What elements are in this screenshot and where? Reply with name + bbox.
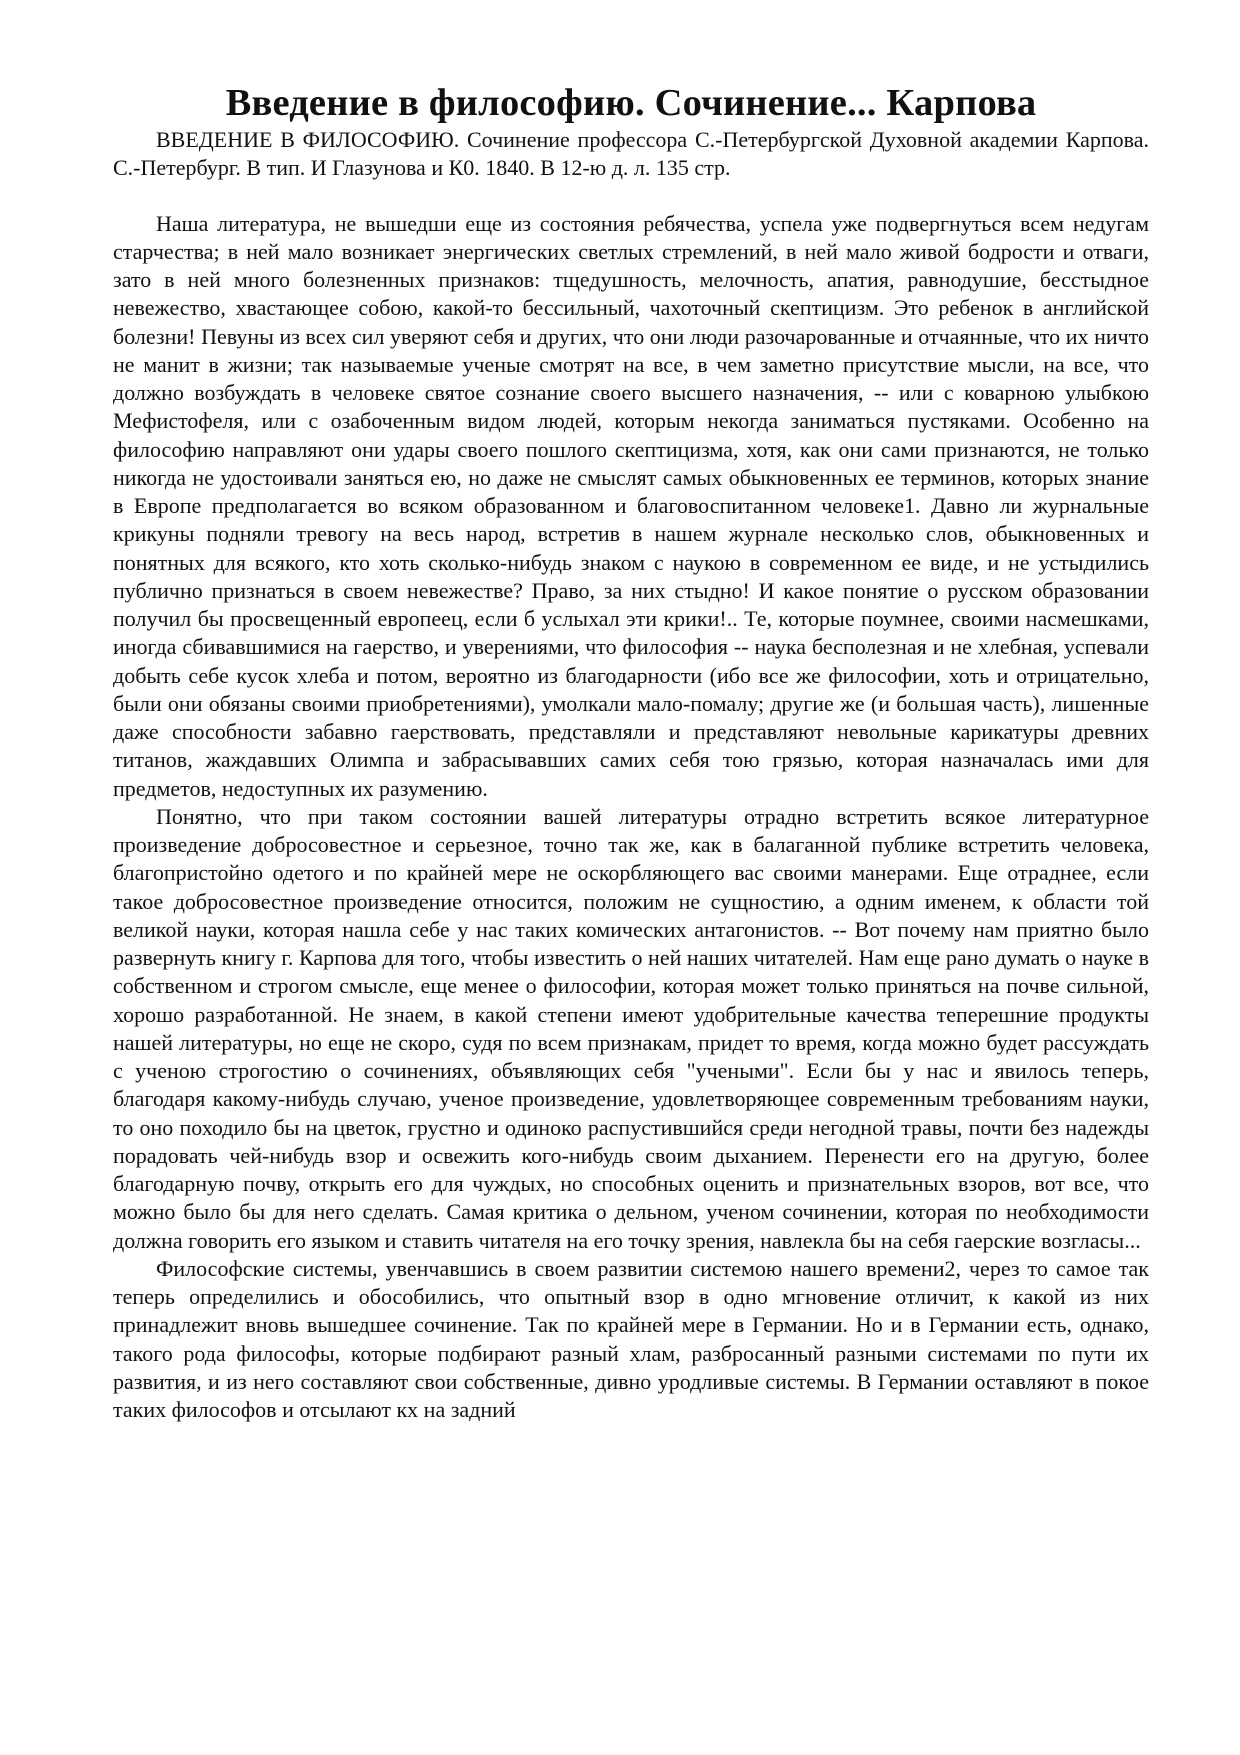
document-title: Введение в философию. Сочинение... Карпова xyxy=(225,82,1037,124)
article-body xyxy=(113,210,1149,1425)
bibliographic-imprint: ВВЕДЕНИЕ В ФИЛОСОФИЮ. Сочинение профессора С.-Петербургской Духовной академии Карпова. С.-Петербург. В тип. И Глазунова и К0. 1840. В 12-ю д. л. 135 стр. xyxy=(113,127,1149,181)
paragraph: Философские системы, увенчавшись в своем развитии системою нашего времени2, через то самое так теперь определились и обособились, что опытный взор в одно мгновение отличит, к какой из них принадлежит вновь вышедшее сочинение. Так по крайней мере в Германии. Но и в Германии есть, однако, такого рода философы, которые подбирают разный хлам, разбросанный разными системами по пути их развития, и из него составляют свои собственные, дивно уродливые системы. В Германии оставляют в покое таких философов и отсылают кх на задний xyxy=(113,1255,1149,1422)
document-page xyxy=(113,0,1149,1424)
paragraph: Понятно, что при таком состоянии вашей литературы отрадно встретить всякое литературное произведение добросовестное и серьезное, точно так же, как в балаганной публике встретить человека, благопристойно одетого и по крайней мере не оскорбляющего вас своими манерами. Еще отраднее, если такое добросовестное произведение относится, положим не сущностию, а одним именем, к области той великой науки, которая нашла себе у нас таких комических антагонистов. -- Вот почему нам приятно было развернуть книгу г. Карпова для того, чтобы известить о ней наших читателей. Нам еще рано думать о науке в собственном и строгом смысле, еще менее о философии, которая может только приняться на почве сильной, хорошо разработанной. Не знаем, в какой степени имеют удобрительные качества теперешние продукты нашей литературы, но еще не скоро, судя по всем признакам, придет то время, когда можно будет рассуждать с ученою строгостию о сочинениях, объявляющих себя "учеными". Если бы у нас и явилось теперь, благодаря какому-нибудь случаю, ученое произведение, удовлетворяющее современным требованиям науки, то оно походило бы на цветок, грустно и одиноко распустившийся среди негодной травы, почти без надежды порадовать чей-нибудь взор и освежить кого-нибудь своим дыханием. Перенести его на другую, более благодарную почву, открыть его для чуждых, но способных оценить и признательных взоров, вот все, что можно было бы для него сделать. Самая критика о дельном, ученом сочинении, которая по необходимости должна говорить его языком и ставить читателя на его точку зрения, навлекла бы на себя гаерские возгласы... xyxy=(113,803,1149,1253)
paragraph: Наша литература, не вышедши еще из состояния ребячества, успела уже подвергнуться всем недугам старчества; в ней мало возникает энергических светлых стремлений, в ней мало живой бодрости и отваги, зато в ней много болезненных признаков: тщедушность, мелочность, апатия, равнодушие, бесстыдное невежество, хвастающее собою, какой-то бессильный, чахоточный скептицизм. Это ребенок в английской болезни! Певуны из всех сил уверяют себя и других, что они люди разочарованные и отчаянные, что их ничто не манит в жизни; так называемые ученые смотрят на все, в чем заметно присутствие мысли, на все, что должно возбуждать в человеке святое сознание своего высшего назначения, -- или с коварною улыбкою Мефистофеля, или с озабоченным видом людей, которым некогда заниматься пустяками. Особенно на философию направляют они удары своего пошлого скептицизма, хотя, как они сами признаются, не только никогда не удостоивали заняться ею, но даже не смыслят самых обыкновенных ее терминов, которых знание в Европе предполагается во всяком образованном и благовоспитанном человеке1. Давно ли журнальные крикуны подняли тревогу на весь народ, встретив в нашем журнале несколько слов, обыкновенных и понятных для всякого, кто хоть сколько-нибудь знаком с наукою в современном ее виде, и не устыдились публично признаться в своем невежестве? Право, за них стыдно! И какое понятие о русском образовании получил бы просвещенный европеец, если б услыхал эти крики!.. Те, которые поумнее, своими насмешками, иногда сбивавшимися на гаерство, и уверениями, что философия -- наука бесполезная и не хлебная, успевали добыть себе кусок хлеба и потом, вероятно из благодарности (ибо все же философии, хоть и отрицательно, были они обязаны своими приобретениями), умолкали мало-помалу; другие же (и большая часть), лишенные даже способности забавно гаерствовать, представляли и представляют невольные карикатуры древних титанов, жаждавших Олимпа и забрасывавших самих себя тою грязью, которая назначалась ими для предметов, недоступных их разумению. xyxy=(113,210,1149,801)
